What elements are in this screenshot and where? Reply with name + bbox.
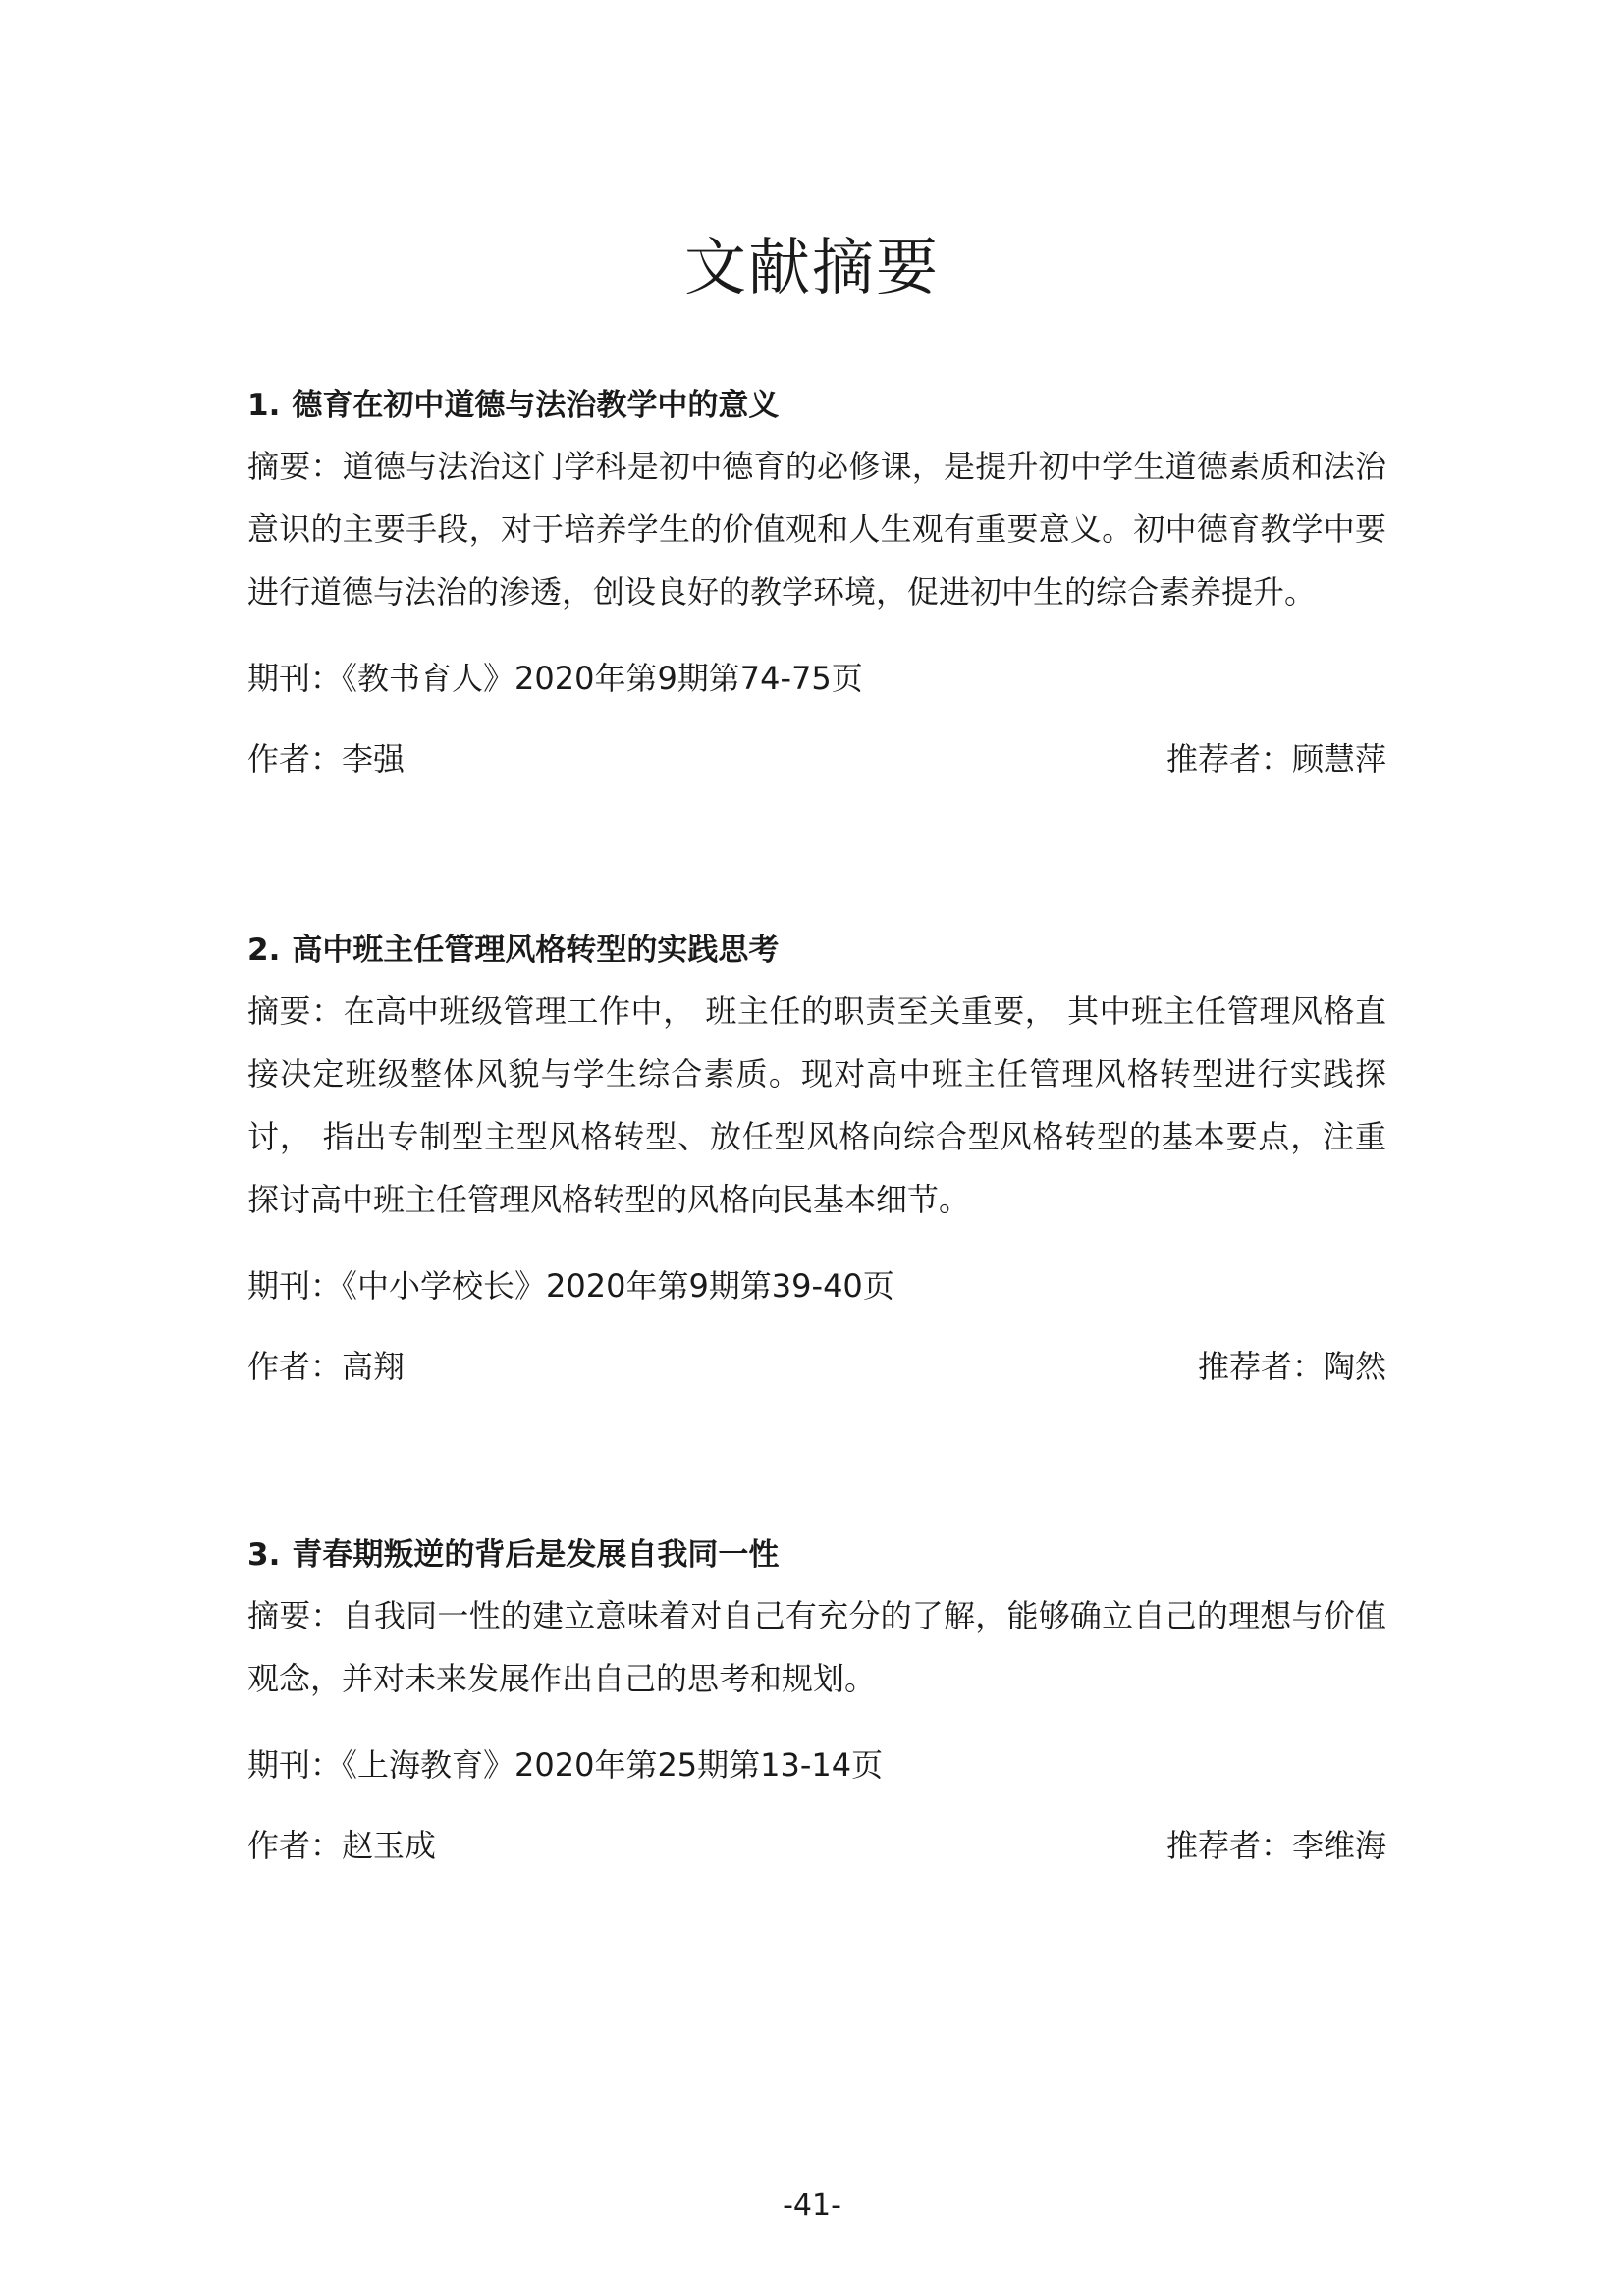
entry-recommender: 推荐者：顾慧萍 xyxy=(1165,740,1386,777)
entry-meta-row xyxy=(247,1337,1386,1396)
entry-author: 作者：赵玉成 xyxy=(247,1827,437,1864)
entry-author: 作者：高翔 xyxy=(247,1348,406,1385)
entry-abstract: 摘要：道德与法治这门学科是初中德育的必修课，是提升初中学生道德素质和法治意识的主要手段，对于培养学生的价值观和人生观有重要意义。初中德育教学中要进行道德与法治的渗透，创设良好的教学环境，促进初中生的综合素养提升。 xyxy=(247,448,1386,611)
page-title: 文献摘要 xyxy=(684,232,940,303)
entry-journal: 期刊：《中小学校长》2020年第9期第39-40页 xyxy=(247,1267,894,1305)
entry-journal: 期刊：《教书育人》2020年第9期第74-75页 xyxy=(247,660,863,697)
entry-title-text: 高中班主任管理风格转型的实践思考 xyxy=(292,933,780,968)
page-number: -41- xyxy=(783,2188,841,2222)
entry-recommender: 推荐者：李维海 xyxy=(1165,1827,1386,1864)
entry-number: 1. xyxy=(247,388,281,423)
entry-title xyxy=(247,1525,1386,1584)
entry-recommender: 推荐者：陶然 xyxy=(1197,1348,1386,1385)
literature-entry xyxy=(247,376,1386,788)
literature-entry xyxy=(247,921,1386,1396)
entry-title-text: 青春期叛逆的背后是发展自我同一性 xyxy=(292,1537,780,1573)
entry-author: 作者：李强 xyxy=(247,740,406,777)
entry-title xyxy=(247,921,1386,980)
entry-title-text: 德育在初中道德与法治教学中的意义 xyxy=(292,388,780,423)
literature-entry xyxy=(247,1525,1386,1875)
entry-meta-row xyxy=(247,1816,1386,1875)
entry-meta-row xyxy=(247,729,1386,788)
entry-title xyxy=(247,376,1386,435)
entry-abstract: 摘要：自我同一性的建立意味着对自己有充分的了解，能够确立自己的理想与价值观念，并对未来发展作出自己的思考和规划。 xyxy=(247,1597,1386,1697)
entry-journal: 期刊：《上海教育》2020年第25期第13-14页 xyxy=(247,1746,884,1784)
entry-abstract: 摘要：在高中班级管理工作中， 班主任的职责至关重要， 其中班主任管理风格直接决定班级整体风貌与学生综合素质。现对高中班主任管理风格转型进行实践探讨， 指出专制型主型风格转型、放任型风格向综合型风格转型的基本要点，注重探讨高中班主任管理风格转型的风格向民基本细节。 xyxy=(247,992,1386,1218)
entry-number: 3. xyxy=(247,1537,281,1573)
entry-number: 2. xyxy=(247,933,281,968)
